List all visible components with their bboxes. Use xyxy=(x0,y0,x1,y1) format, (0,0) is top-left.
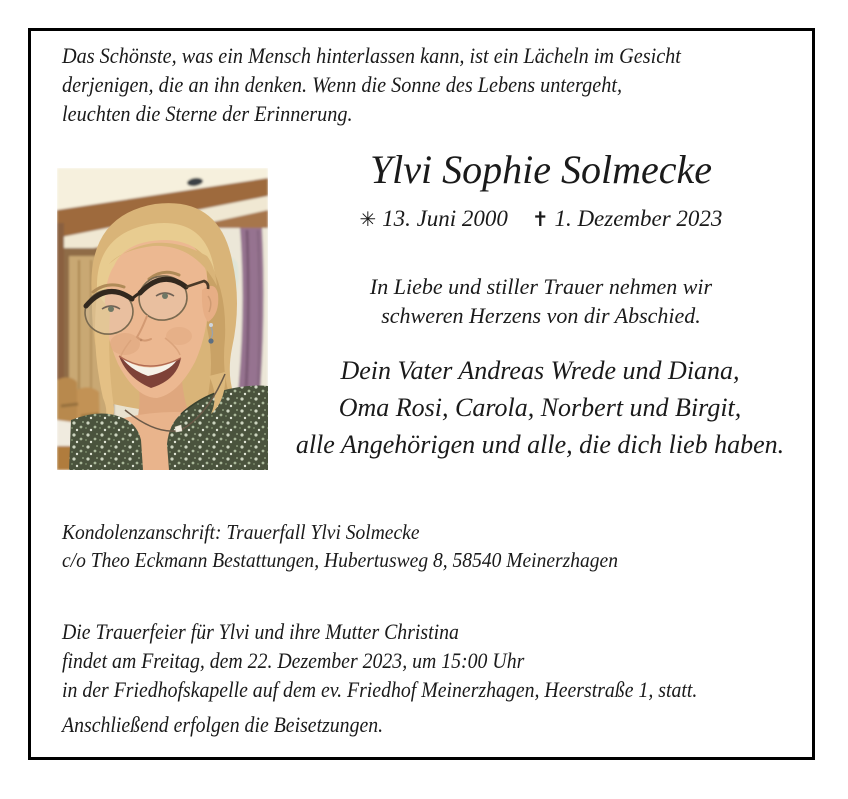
birth-star-symbol: ✳ xyxy=(359,207,377,231)
farewell-line: schweren Herzens von dir Abschied. xyxy=(381,303,701,328)
birth-date: ✳ 13. Juni 2000 xyxy=(359,206,508,231)
funeral-service-info xyxy=(62,617,697,739)
quote-line: derjenigen, die an ihn denken. Wenn die Sonne des Lebens untergeht, xyxy=(62,72,623,97)
farewell-text xyxy=(283,272,799,330)
life-dates xyxy=(283,206,799,232)
mourners-line: alle Angehörigen und alle, die dich lieb haben. xyxy=(295,430,785,459)
service-line: Die Trauerfeier für Ylvi und ihre Mutter Christina xyxy=(62,619,459,644)
condolence-address xyxy=(62,518,618,574)
death-date: ✝ 1. Dezember 2023 xyxy=(531,206,723,231)
farewell-line: In Liebe und stiller Trauer nehmen wir xyxy=(369,274,713,299)
quote-line: leuchten die Sterne der Erinnerung. xyxy=(62,101,353,126)
condolence-line: c/o Theo Eckmann Bestattungen, Hubertusweg 8, 58540 Meinerzhagen xyxy=(62,548,618,572)
service-line: findet am Freitag, dem 22. Dezember 2023, um 15:00 Uhr xyxy=(62,648,525,673)
opening-quote xyxy=(62,41,681,128)
deceased-name: Ylvi Sophie Solmecke xyxy=(369,147,713,192)
service-line: Anschließend erfolgen die Beisetzungen. xyxy=(62,712,384,737)
service-line: in der Friedhofskapelle auf dem ev. Friedhof Meinerzhagen, Heerstraße 1, statt. xyxy=(62,677,698,702)
mourners-line: Dein Vater Andreas Wrede und Diana, xyxy=(340,356,740,385)
mourners-text xyxy=(270,352,810,463)
death-cross-symbol: ✝ xyxy=(531,207,549,231)
condolence-line: Kondolenzanschrift: Trauerfall Ylvi Solmecke xyxy=(62,520,420,544)
portrait-photo xyxy=(57,168,268,470)
quote-line: Das Schönste, was ein Mensch hinterlassen kann, ist ein Lächeln im Gesicht xyxy=(62,43,681,68)
mourners-line: Oma Rosi, Carola, Norbert und Birgit, xyxy=(338,393,742,422)
